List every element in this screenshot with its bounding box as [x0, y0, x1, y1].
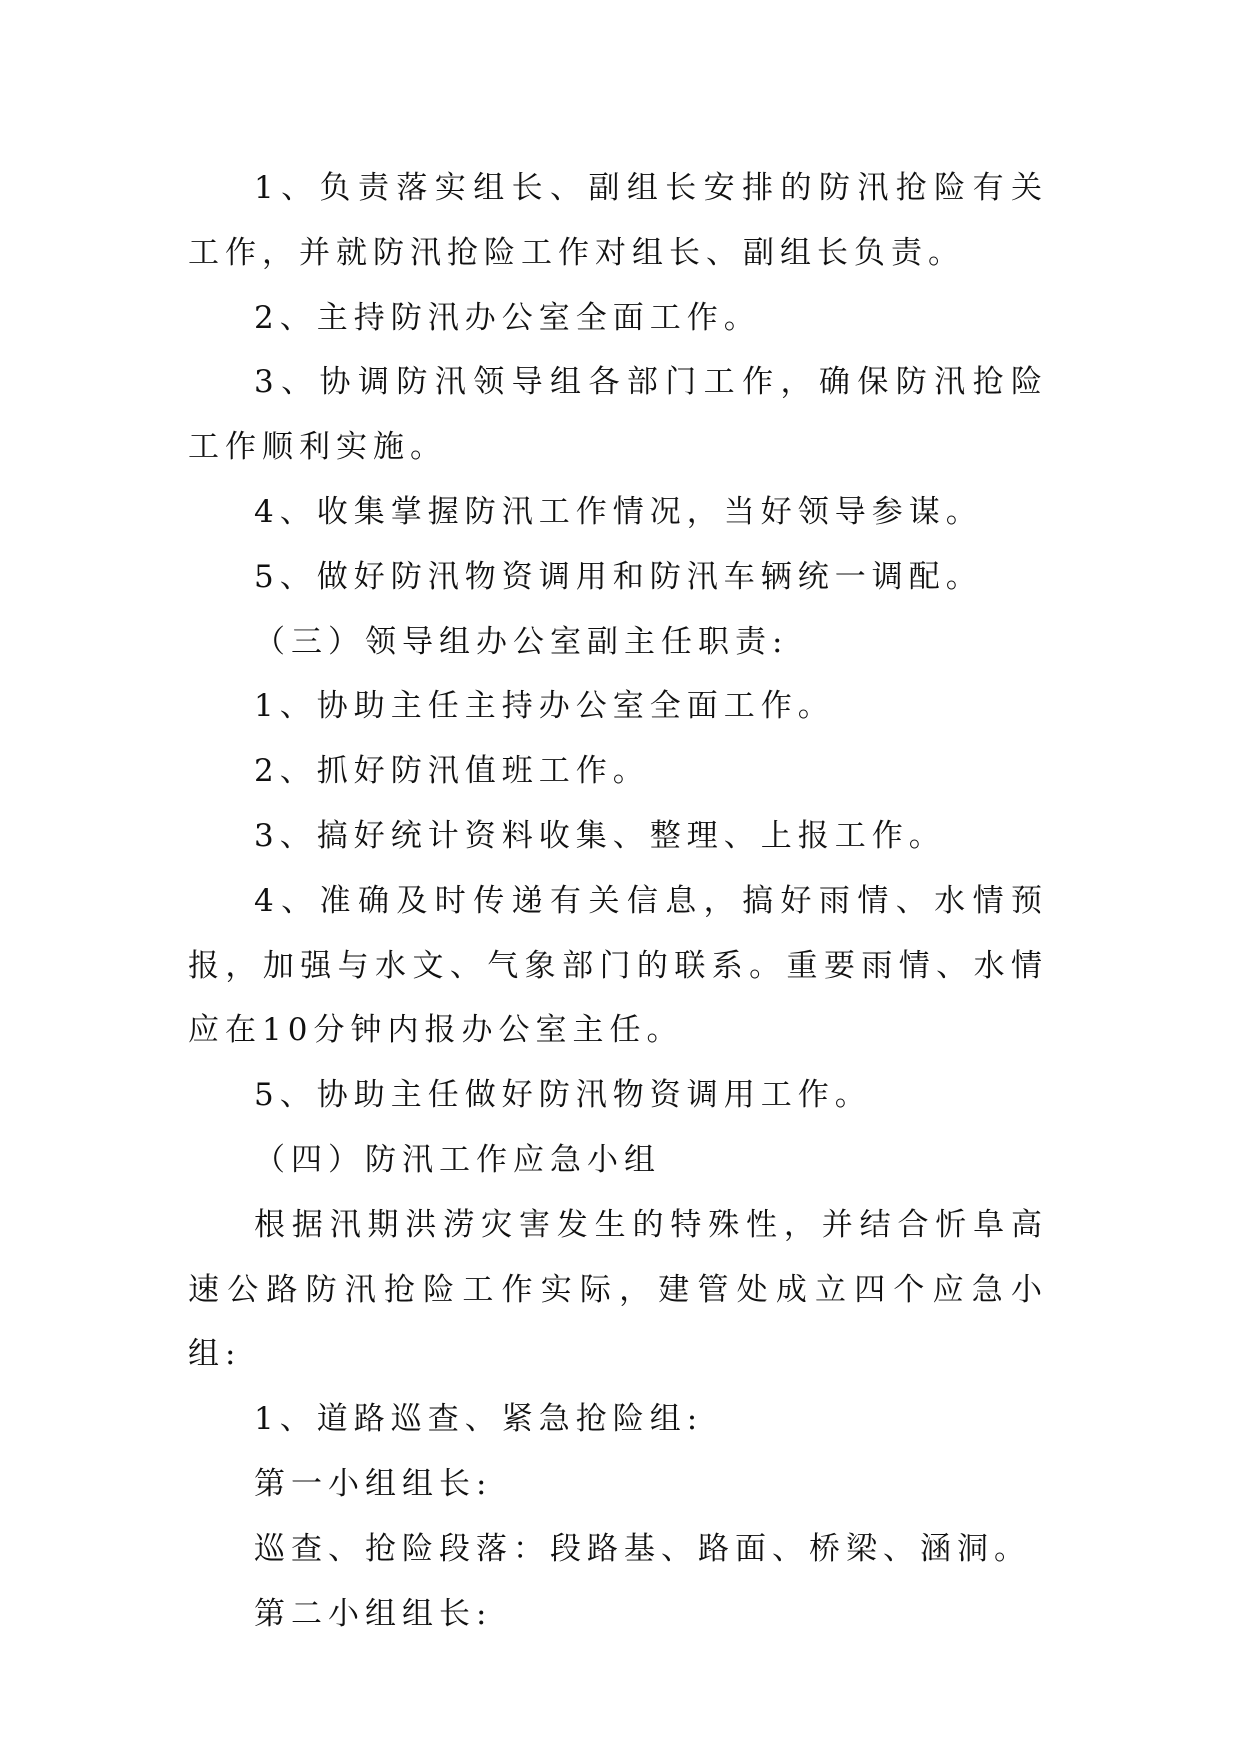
- section-heading: （三）领导组办公室副主任职责:: [254, 623, 789, 660]
- paragraph: 1、道路巡查、紧急抢险组:: [254, 1401, 704, 1438]
- document-body: [188, 156, 1048, 1646]
- paragraph: 5、协助主任做好防汛物资调用工作。: [254, 1077, 872, 1114]
- paragraph: 巡查、抢险段落：段路基、路面、桥梁、涵洞。: [254, 1530, 1031, 1567]
- paragraph: 4、准确及时传递有关信息，搞好雨情、水情预报，加强与水文、气象部门的联系。重要雨情、水情应在10分钟内报办公室主任。: [188, 882, 1048, 1049]
- paragraph: 1、协助主任主持办公室全面工作。: [254, 688, 835, 725]
- paragraph: 1、负责落实组长、副组长安排的防汛抢险有关工作，并就防汛抢险工作对组长、副组长负责。: [188, 170, 1048, 271]
- paragraph: 4、收集掌握防汛工作情况，当好领导参谋。: [254, 493, 983, 530]
- paragraph: 5、做好防汛物资调用和防汛车辆统一调配。: [254, 558, 983, 595]
- paragraph: 3、协调防汛领导组各部门工作，确保防汛抢险工作顺利实施。: [188, 364, 1048, 466]
- paragraph: 2、主持防汛办公室全面工作。: [254, 299, 761, 336]
- paragraph: 第二小组组长:: [254, 1595, 493, 1632]
- paragraph: 第一小组组长:: [254, 1465, 493, 1502]
- paragraph: 2、抓好防汛值班工作。: [254, 753, 650, 790]
- paragraph: 3、搞好统计资料收集、整理、上报工作。: [254, 817, 946, 854]
- section-heading: （四）防汛工作应急小组: [254, 1141, 661, 1178]
- paragraph: 根据汛期洪涝灾害发生的特殊性，并结合忻阜高速公路防汛抢险工作实际，建管处成立四个应急小组:: [188, 1206, 1048, 1373]
